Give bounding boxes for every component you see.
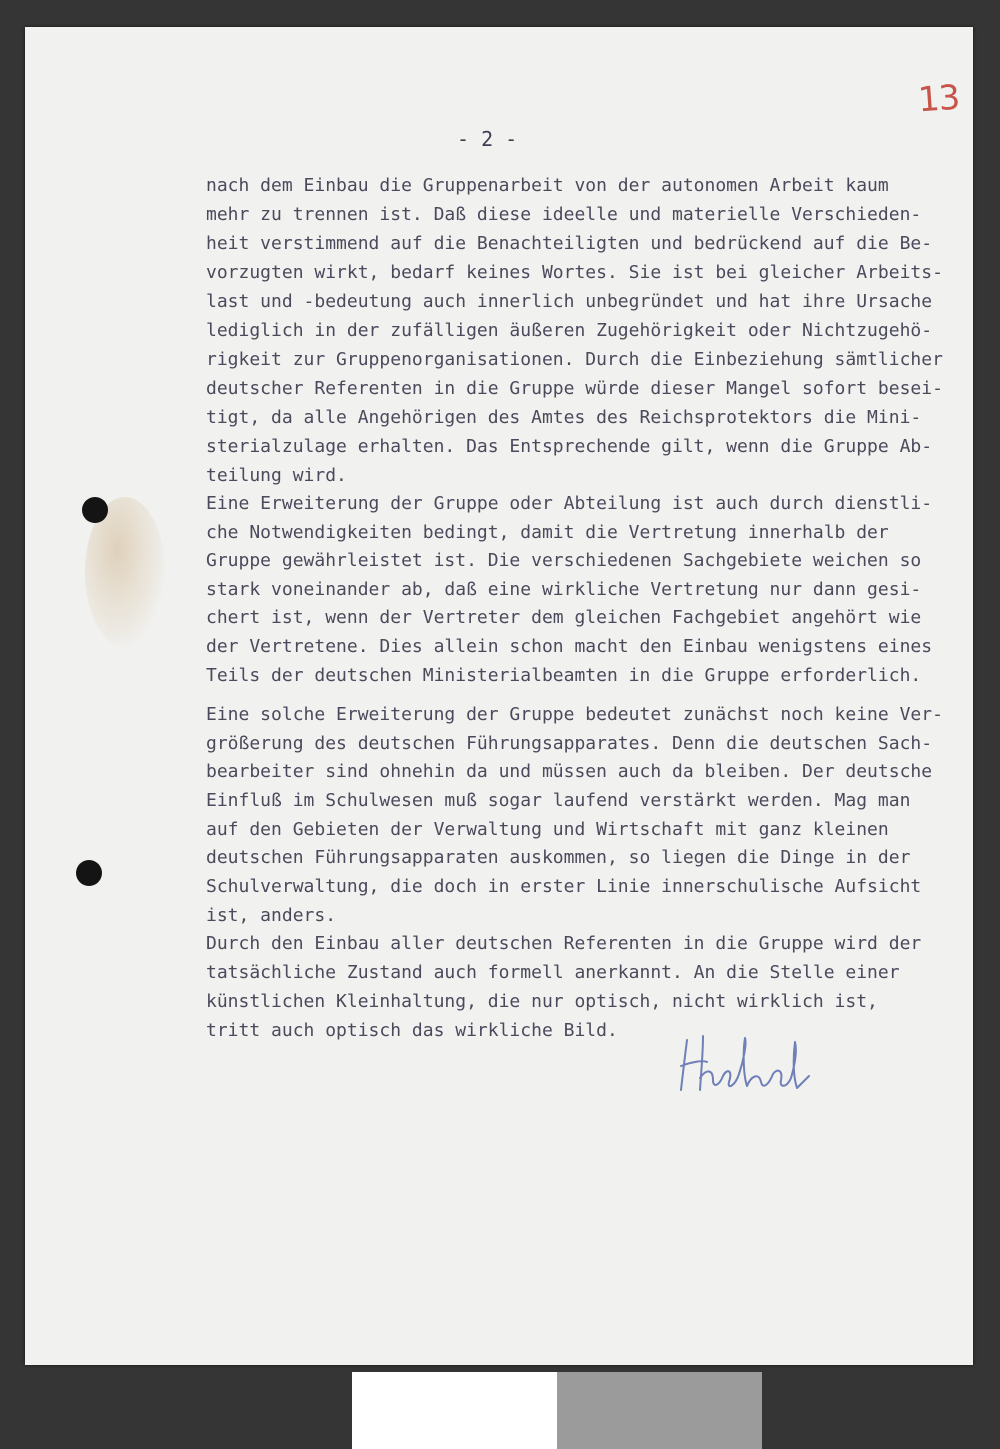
body-line: heit verstimmend auf die Benachteiligten und bedrückend auf die Be- [206,233,933,254]
page-number: - 2 - [457,127,518,151]
body-line: bearbeiter sind ohnehin da und müssen auch da bleiben. Der deutsche [206,761,933,782]
body-line: mehr zu trennen ist. Daß diese ideelle und materielle Verschieden- [206,204,922,225]
body-line: Teils der deutschen Ministerialbeamten in die Gruppe erforderlich. [206,665,922,686]
body-line: auf den Gebieten der Verwaltung und Wirtschaft mit ganz kleinen [206,819,889,840]
color-calibration-swatch-gray [557,1372,762,1449]
body-line: sterialzulage erhalten. Das Entsprechende gilt, wenn die Gruppe Ab- [206,436,933,457]
punch-hole [82,497,108,523]
punch-hole [76,860,102,886]
body-line: teilung wird. [206,465,347,486]
body-line: tritt auch optisch das wirkliche Bild. [206,1020,618,1041]
body-line: vorzugten wirkt, bedarf keines Wortes. Sie ist bei gleicher Arbeits- [206,262,943,283]
body-line: Gruppe gewährleistet ist. Die verschiedenen Sachgebiete weichen so [206,550,922,571]
body-line: nach dem Einbau die Gruppenarbeit von der autonomen Arbeit kaum [206,175,889,196]
body-line: Durch den Einbau aller deutschen Referenten in die Gruppe wird der [206,933,922,954]
body-line: Eine solche Erweiterung der Gruppe bedeutet zunächst noch keine Ver- [206,704,943,725]
body-line: tigt, da alle Angehörigen des Amtes des Reichsprotektors die Mini- [206,407,922,428]
handwritten-signature [673,1032,813,1094]
folio-number: 13 [916,77,961,121]
body-line: stark voneinander ab, daß eine wirkliche Vertretung nur dann gesi- [206,579,922,600]
body-line: last und -bedeutung auch innerlich unbegründet und hat ihre Ursache [206,291,933,312]
body-line: größerung des deutschen Führungsapparates. Denn die deutschen Sach- [206,733,933,754]
body-line: rigkeit zur Gruppenorganisationen. Durch die Einbeziehung sämtlicher [206,349,943,370]
body-line: Schulverwaltung, die doch in erster Linie innerschulische Aufsicht [206,876,922,897]
body-line: deutscher Referenten in die Gruppe würde dieser Mangel sofort besei- [206,378,943,399]
body-line: Einfluß im Schulwesen muß sogar laufend verstärkt werden. Mag man [206,790,911,811]
body-line: Eine Erweiterung der Gruppe oder Abteilung ist auch durch dienstli- [206,493,933,514]
body-line: deutschen Führungsapparaten auskommen, so liegen die Dinge in der [206,847,911,868]
body-line: künstlichen Kleinhaltung, die nur optisch, nicht wirklich ist, [206,991,878,1012]
document-page [25,27,973,1365]
body-line: chert ist, wenn der Vertreter dem gleichen Fachgebiet angehört wie [206,607,922,628]
body-line: che Notwendigkeiten bedingt, damit die Vertretung innerhalb der [206,522,889,543]
body-line: der Vertretene. Dies allein schon macht den Einbau wenigstens eines [206,636,933,657]
body-line: tatsächliche Zustand auch formell anerkannt. An die Stelle einer [206,962,900,983]
color-calibration-swatch-white [352,1372,557,1449]
body-line: ist, anders. [206,905,337,926]
body-line: lediglich in der zufälligen äußeren Zugehörigkeit oder Nichtzugehö- [206,320,933,341]
